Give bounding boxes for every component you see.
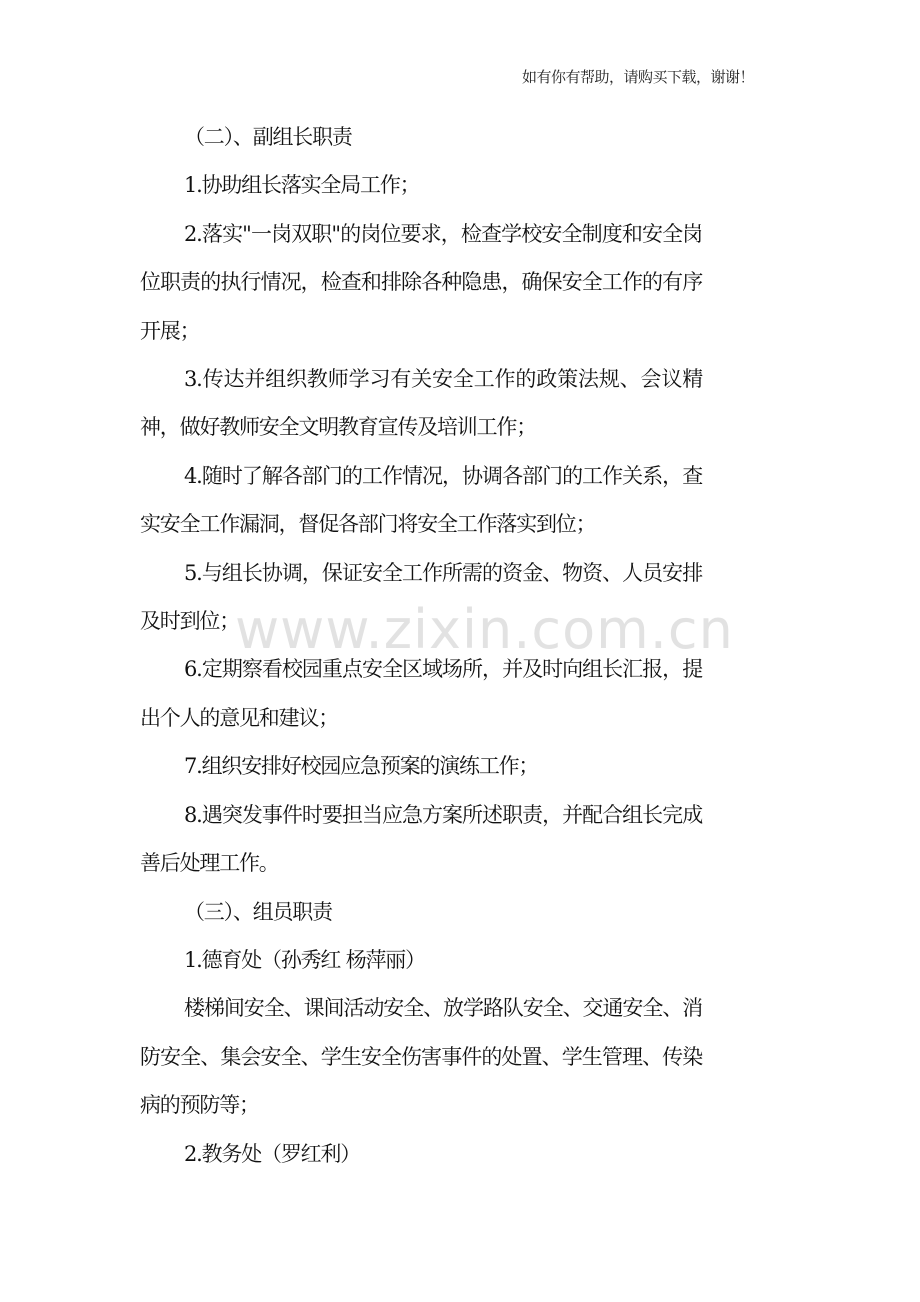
duty-item: 1.协助组长落实全局工作； [184,173,420,198]
duty-item: 5.与组长协调，保证安全工作所需的资金、物资、人员安排及时到位； [140,560,702,634]
duty-item: 7.组织安排好校园应急预案的演练工作； [184,754,539,779]
document-body [140,113,702,1178]
header-note: 如有你有帮助，请购买下载，谢谢！ [521,68,754,86]
duty-item: 4.随时了解各部门的工作情况，协调各部门的工作关系，查实安全工作漏洞，督促各部门将安全工作落实到位； [140,463,702,537]
section-heading-vice-leader: （二）、副组长职责 [184,125,352,149]
duty-item: 8.遇突发事件时要担当应急方案所述职责，并配合组长完成善后处理工作。 [140,802,702,876]
watermark: www.zixin.com.cn [235,598,734,661]
duty-item: 2.落实"一岗双职"的岗位要求，检查学校安全制度和安全岗位职责的执行情况，检查和排除各种隐患，确保安全工作的有序开展； [140,221,702,343]
member-item-heading: 1.德育处（孙秀红 杨萍丽） [184,947,425,972]
duty-item: 6.定期察看校园重点安全区域场所，并及时向组长汇报，提出个人的意见和建议； [140,657,702,730]
duty-item: 3.传达并组织教师学习有关安全工作的政策法规、会议精神，做好教师安全文明教育宣传及培训工作； [140,367,702,440]
section-heading-members: （三）、组员职责 [184,899,332,924]
member-item-heading: 2.教务处（罗红利） [184,1141,361,1166]
member-duty-text: 楼梯间安全、课间活动安全、放学路队安全、交通安全、消防安全、集会安全、学生安全伤害事件的处置、学生管理、传染病的预防等； [140,996,702,1118]
